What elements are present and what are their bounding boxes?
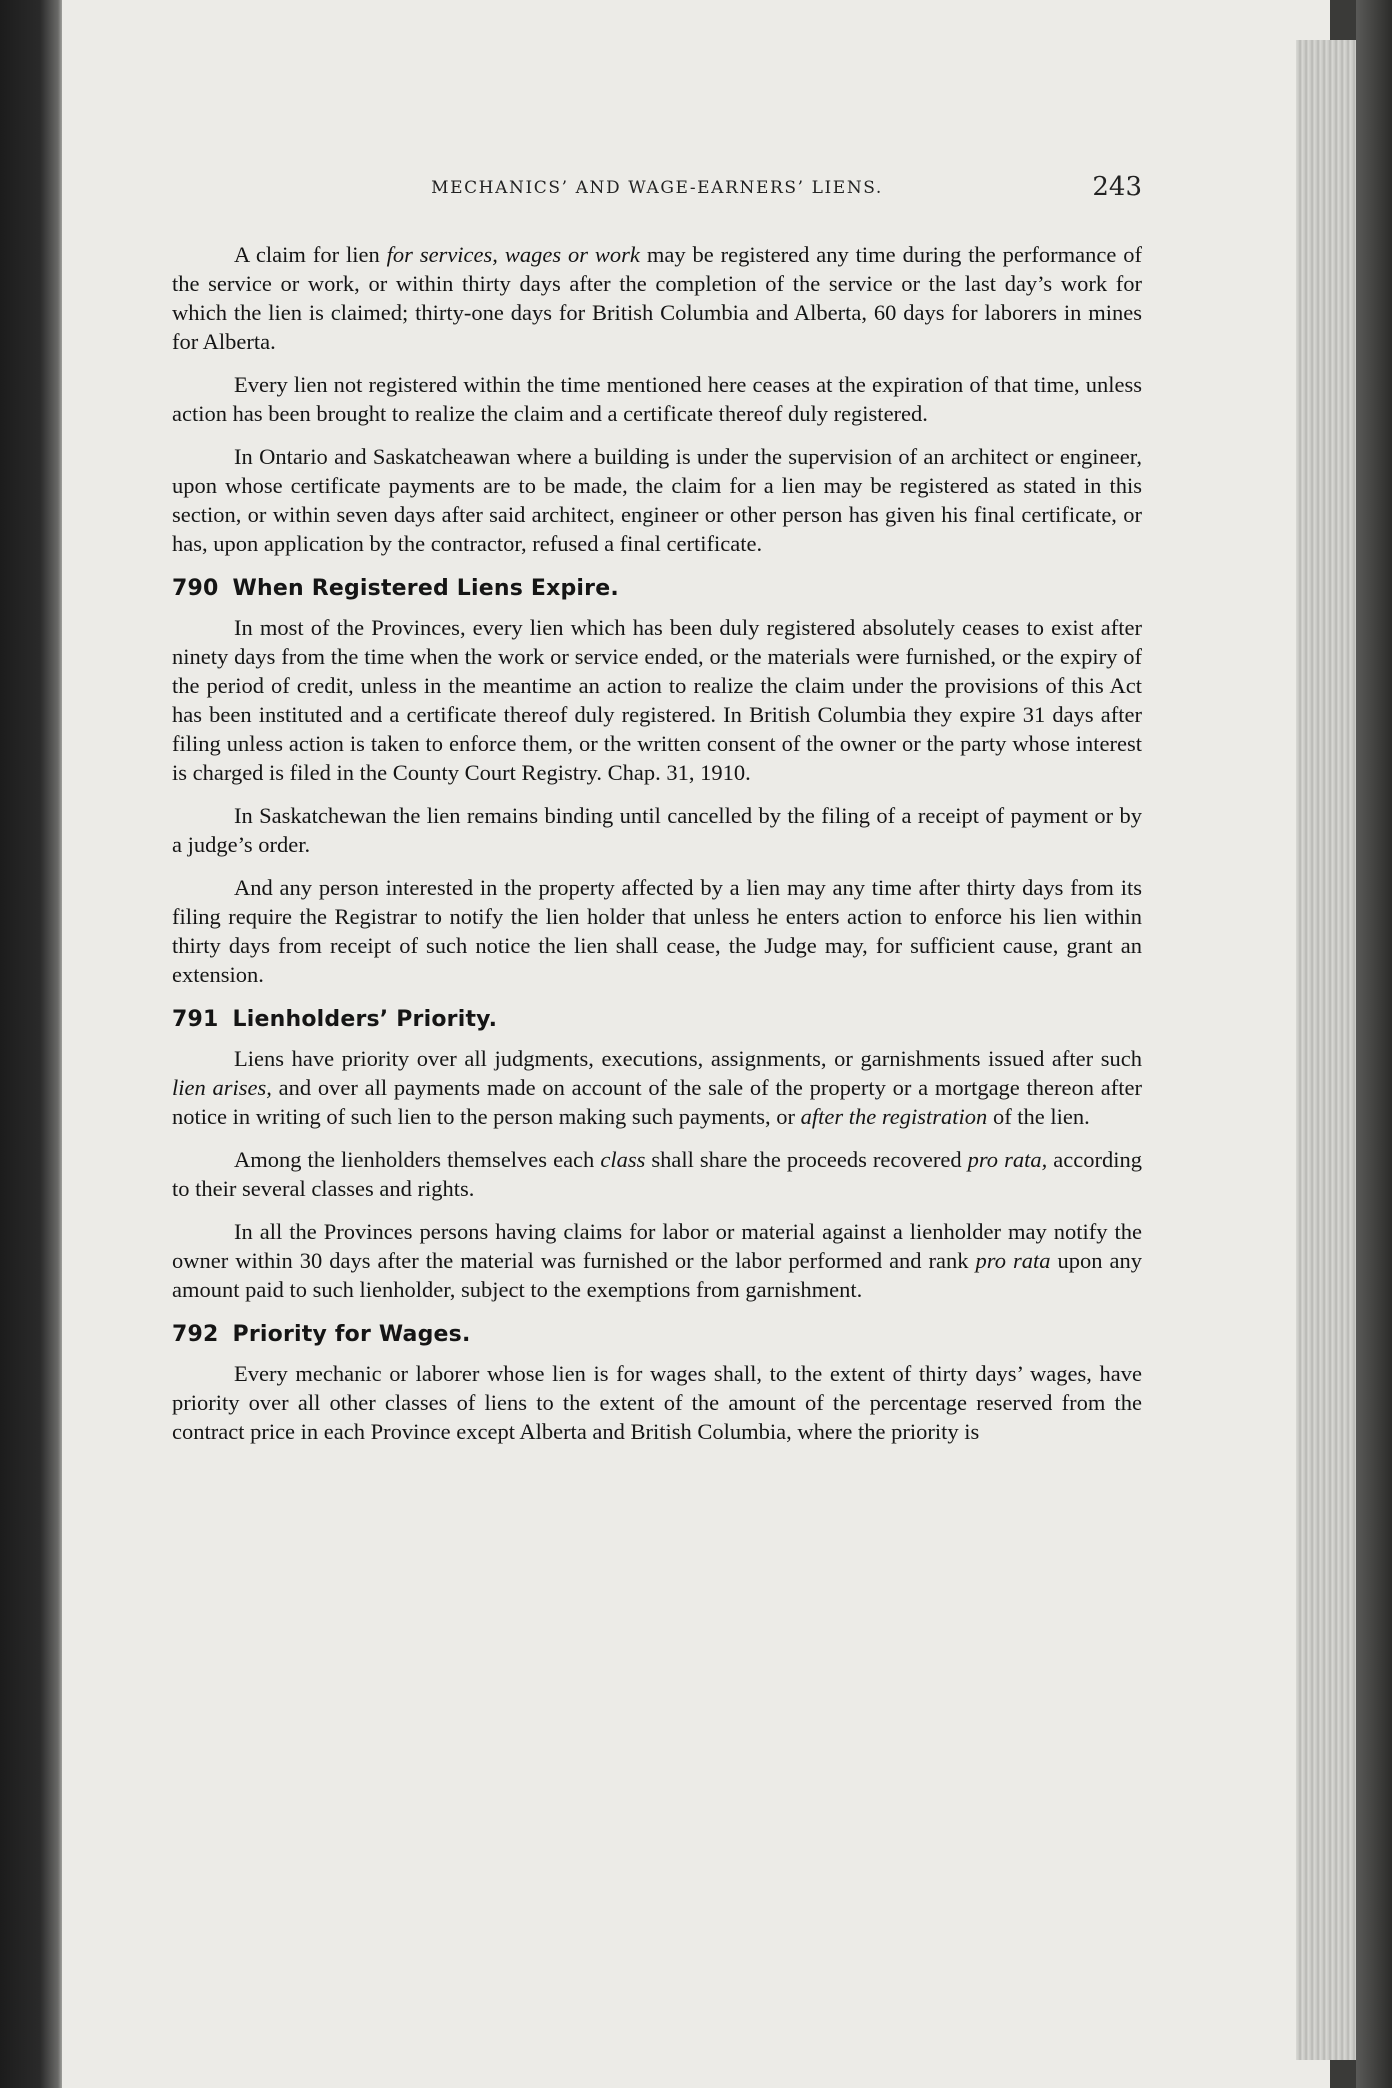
section-heading-790 bbox=[172, 576, 1142, 601]
page-number: 243 bbox=[1092, 172, 1142, 202]
paragraph-791-2: Among the lienholders themselves each class shall share the proceeds recovered pro rata, according to their several classes and rights. bbox=[172, 1147, 1142, 1201]
page-header bbox=[172, 170, 1142, 218]
paragraph-791-1: Liens have priority over all judgments, executions, assignments, or garnishments issued after such lien arises, and over all payments made on account of the sale of the property or a mortgage thereon after notice in writing of such lien to the person making such payments, or after the registration of the lien. bbox=[172, 1046, 1142, 1129]
paragraph-not-registered: Every lien not registered within the time mentioned here ceases at the expiration of that time, unless action has been brought to realize the claim and a certificate thereof duly registered. bbox=[172, 372, 1142, 426]
section-heading-792 bbox=[172, 1322, 1142, 1347]
page-edges bbox=[1296, 40, 1356, 2060]
section-number: 791 bbox=[172, 1007, 219, 1032]
paragraph-790-2: In Saskatchewan the lien remains binding until cancelled by the filing of a receipt of payment or by a judge’s order. bbox=[172, 803, 1142, 857]
section-number: 792 bbox=[172, 1322, 219, 1347]
section-number: 790 bbox=[172, 576, 219, 601]
paragraph-790-3: And any person interested in the property affected by a lien may any time after thirty days from its filing require the Registrar to notify the lien holder that unless he enters action to enforce his lien within thirty days from receipt of such notice the lien shall cease, the Judge may, for sufficient cause, grant an extension. bbox=[172, 875, 1142, 987]
section-title: When Registered Liens Expire. bbox=[232, 576, 619, 601]
paragraph-792-1: Every mechanic or laborer whose lien is for wages shall, to the extent of thirty days’ wages, have priority over all other classes of liens to the extent of the amount of the percentage reserved from the contract price in each Province except Alberta and British Columbia, where the priority is bbox=[172, 1361, 1142, 1444]
running-head: MECHANICS’ AND WAGE-EARNERS’ LIENS. bbox=[431, 178, 883, 198]
paragraph-790-1: In most of the Provinces, every lien which has been duly registered absolutely ceases to exist after ninety days from the time when the work or service ended, or the materials were furnished, or the expiry of the period of credit, unless in the meantime an action to realize the claim under the provisions of this Act has been instituted and a certificate thereof duly registered. In British Columbia they expire 31 days after filing unless action is taken to enforce them, or the written consent of the owner or the party whose interest is charged is filed in the County Court Registry. Chap. 31, 1910. bbox=[172, 615, 1142, 785]
right-margin-shadow bbox=[1356, 0, 1392, 2088]
paragraph-ontario-saskatchewan: In Ontario and Saskatcheawan where a building is under the supervision of an architect or engineer, upon whose certificate payments are to be made, the claim for a lien may be registered as stated in this section, or within seven days after said architect, engineer or other person has given his final certificate, or has, upon application by the contractor, refused a final certificate. bbox=[172, 444, 1142, 556]
paragraph-claim-for-lien: A claim for lien for services, wages or work may be registered any time during the performance of the service or work, or within thirty days after the completion of the service or the last day’s work for which the lien is claimed; thirty-one days for British Columbia and Alberta, 60 days for laborers in mines for Alberta. bbox=[172, 242, 1142, 354]
book-spine-shadow bbox=[0, 0, 70, 2088]
section-title: Lienholders’ Priority. bbox=[232, 1007, 498, 1032]
section-heading-791 bbox=[172, 1007, 1142, 1032]
paragraph-791-3: In all the Provinces persons having claims for labor or material against a lienholder may notify the owner within 30 days after the material was furnished or the labor performed and rank pro rata upon any amount paid to such lienholder, subject to the exemptions from garnishment. bbox=[172, 1219, 1142, 1302]
section-title: Priority for Wages. bbox=[232, 1322, 471, 1347]
page-content bbox=[172, 170, 1142, 1460]
